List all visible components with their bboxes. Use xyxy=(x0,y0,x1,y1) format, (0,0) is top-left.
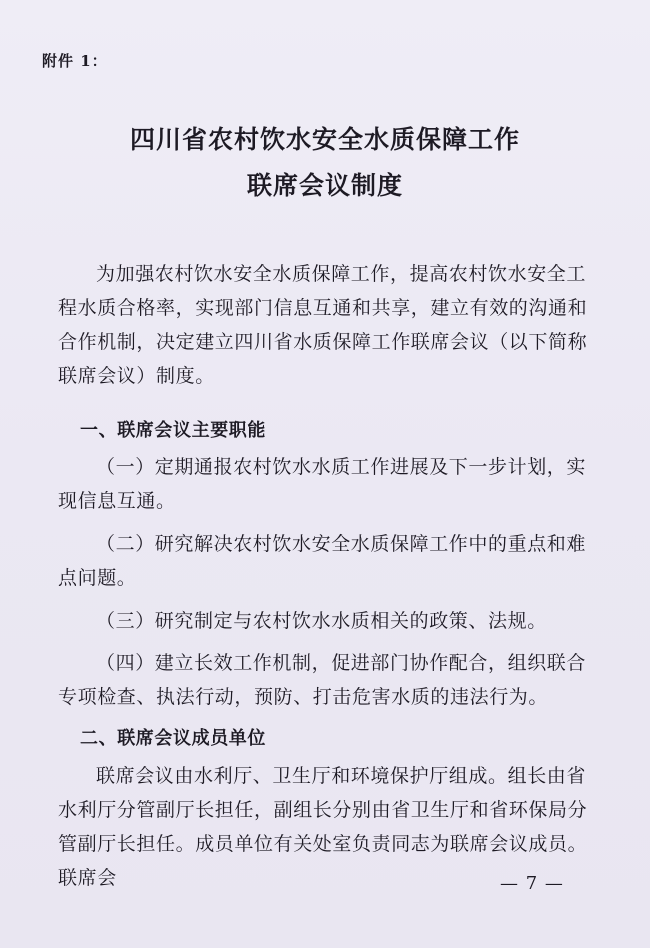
section2-paragraph: 联席会议由水利厅、卫生厅和环境保护厅组成。组长由省水利厅分管副厅长担任，副组长分别由省卫生厅和省环保局分管副厅长担任。成员单位有关处室负责同志为联席会议成员。联席会 xyxy=(58,765,588,889)
document-title-line1: 四川省农村饮水安全水质保障工作 xyxy=(129,125,520,154)
section1-item-3: （三）研究制定与农村饮水水质相关的政策、法规。 xyxy=(96,610,547,632)
intro-paragraph: 为加强农村饮水安全水质保障工作，提高农村饮水安全工程水质合格率，实现部门信息互通和共享，建立有效的沟通和合作机制，决定建立四川省水质保障工作联席会议（以下简称联席会议）制度。 xyxy=(58,263,588,387)
section1-heading: 一、联席会议主要职能 xyxy=(80,420,266,441)
attachment-label: 附件 1： xyxy=(42,52,108,70)
section1-item-2: （二）研究解决农村饮水安全水质保障工作中的重点和难点问题。 xyxy=(58,533,587,589)
page-number: — 7 — xyxy=(500,873,564,894)
section2-heading: 二、联席会议成员单位 xyxy=(80,728,266,749)
section1-item-4: （四）建立长效工作机制，促进部门协作配合，组织联合专项检查、执法行动，预防、打击危害水质的违法行为。 xyxy=(58,652,587,708)
document-title-line2: 联席会议制度 xyxy=(246,171,403,200)
section1-item-1: （一）定期通报农村饮水水质工作进展及下一步计划，实现信息互通。 xyxy=(58,456,587,512)
